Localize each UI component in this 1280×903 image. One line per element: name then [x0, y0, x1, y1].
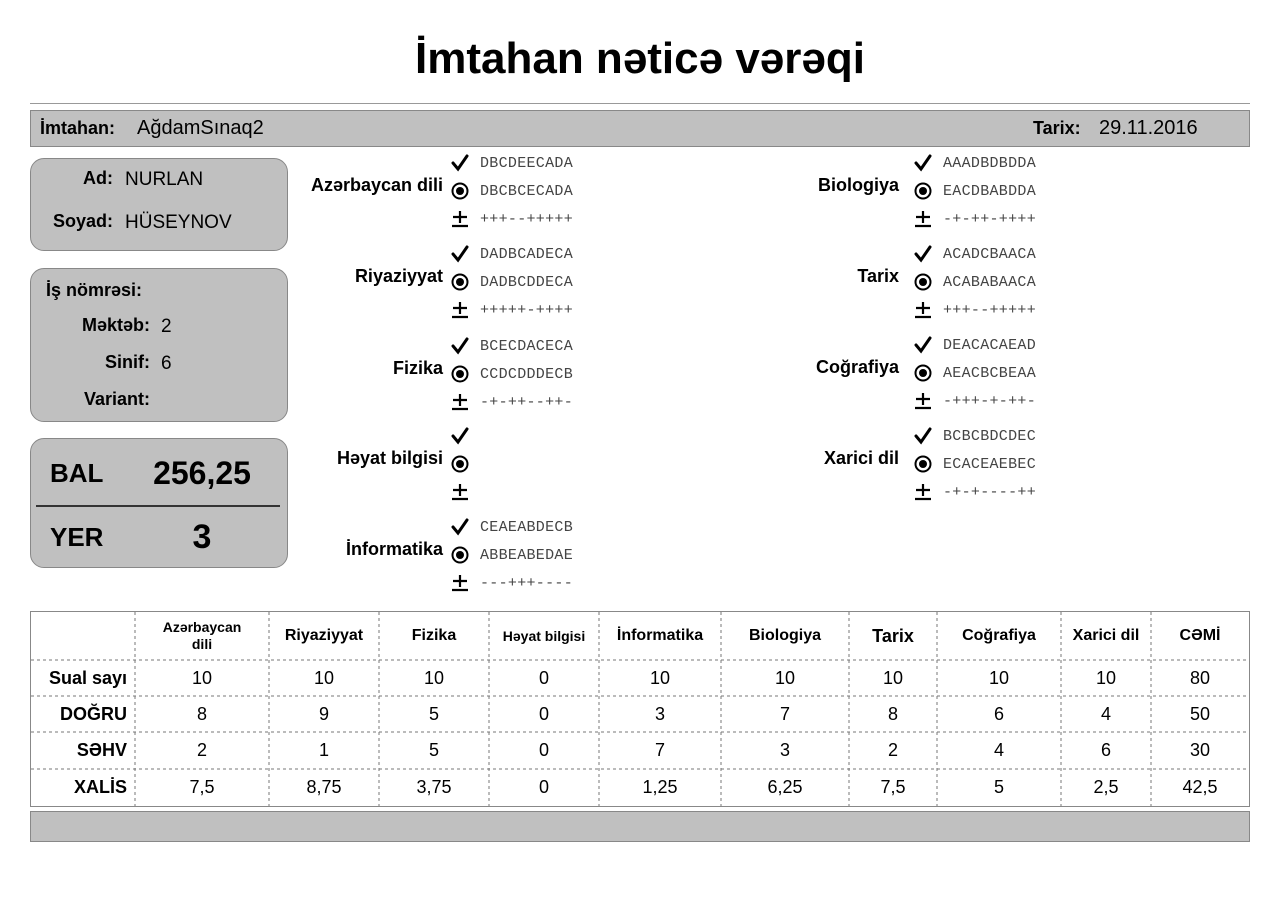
table-cell [721, 696, 849, 732]
table-cell [721, 660, 849, 696]
column-header [721, 612, 849, 660]
result-marks: +++--+++++ [943, 302, 1037, 319]
subject-name: Tarix [857, 266, 899, 286]
bal-label: BAL [50, 458, 104, 488]
table-cell-text: 1,25 [642, 777, 678, 797]
table-cell [1061, 696, 1151, 732]
row-label-text: SƏHV [76, 740, 127, 760]
column-header [849, 612, 937, 660]
score-divider [36, 505, 280, 507]
check-icon [451, 154, 469, 177]
table-cell [135, 769, 269, 806]
student-answers: EACDBABDDA [943, 183, 1037, 200]
table-cell [269, 732, 379, 769]
answer-key: DBCDEECADA [480, 155, 574, 172]
class-label: Sinif: [105, 352, 150, 372]
table-cell-text: 10 [774, 667, 796, 688]
result-marks: -+-++-++++ [943, 211, 1037, 228]
summary-table [30, 611, 1250, 807]
date-label: Tarix: [1033, 118, 1081, 138]
table-cell-text: 6,25 [767, 777, 803, 797]
table-cell-text: 5 [993, 777, 1004, 797]
table-cell-text: 7 [779, 703, 790, 724]
column-header [1151, 612, 1249, 660]
yer-label: YER [50, 522, 104, 552]
check-icon [914, 427, 932, 450]
table-cell-text: 3 [779, 740, 790, 760]
result-marks: -+++-+-++- [943, 393, 1037, 410]
table-cell [1061, 732, 1151, 769]
radio-dot-icon [451, 455, 469, 478]
table-cell-text: 10 [882, 667, 904, 688]
answer-key: ACADCBAACA [943, 246, 1037, 263]
table-cell-text: 9 [318, 703, 329, 724]
subject-name: Fizika [392, 358, 443, 378]
work-number-label: İş nömrəsi: [46, 280, 143, 300]
bal-value: 256,25 [153, 455, 251, 491]
column-header-text: Həyat bilgisi [502, 628, 586, 644]
table-cell [1151, 696, 1249, 732]
table-cell-text: 0 [538, 667, 549, 688]
table-cell [489, 660, 599, 696]
date-value: 29.11.2016 [1099, 117, 1198, 139]
table-cell-text: 4 [993, 740, 1004, 760]
plus-minus-icon [451, 210, 469, 233]
name-label: Ad: [83, 168, 113, 188]
check-icon [914, 154, 932, 177]
column-header [135, 612, 269, 660]
result-marks: -+-+----++ [943, 484, 1037, 501]
table-cell [1061, 769, 1151, 806]
table-cell [1151, 660, 1249, 696]
student-answers: ECACEAEBEC [943, 456, 1037, 473]
result-marks: +++--+++++ [480, 211, 574, 228]
column-header [379, 612, 489, 660]
table-cell-text: 3 [654, 703, 665, 724]
plus-minus-icon [451, 393, 469, 416]
student-answers: CCDCDDDECB [480, 366, 574, 383]
table-cell-text: 0 [538, 740, 549, 760]
table-cell-text: 8,75 [306, 777, 342, 797]
table-cell-text: 7,5 [880, 777, 906, 797]
table-cell [599, 660, 721, 696]
table-cell [269, 769, 379, 806]
table-cell-text: 80 [1189, 667, 1211, 688]
table-cell [937, 769, 1061, 806]
school-label: Məktəb: [81, 315, 150, 335]
column-header-text: Azərbaycan dili [162, 619, 242, 652]
table-cell [379, 769, 489, 806]
table-cell [1061, 660, 1151, 696]
table-cell-text: 10 [313, 667, 335, 688]
yer-value: 3 [192, 518, 212, 556]
radio-dot-icon [914, 182, 932, 205]
table-cell-text: 3,75 [416, 777, 452, 797]
table-cell [489, 732, 599, 769]
radio-dot-icon [914, 455, 932, 478]
exam-label: İmtahan: [40, 118, 116, 138]
table-cell [849, 660, 937, 696]
table-cell-text: 4 [1100, 703, 1111, 724]
school-value: 2 [161, 316, 172, 337]
table-cell-text: 50 [1189, 703, 1211, 724]
table-cell-text: 7,5 [189, 777, 215, 797]
table-cell [937, 732, 1061, 769]
table-cell [721, 769, 849, 806]
table-cell [269, 696, 379, 732]
plus-minus-icon [451, 301, 469, 324]
row-label-text: DOĞRU [60, 703, 127, 724]
check-icon [914, 336, 932, 359]
title-divider [30, 103, 1250, 104]
table-cell-text: 42,5 [1182, 777, 1218, 797]
table-cell-text: 5 [428, 740, 439, 760]
table-cell [269, 660, 379, 696]
radio-dot-icon [914, 273, 932, 296]
plus-minus-icon [914, 301, 932, 324]
table-cell-text: 1 [318, 740, 329, 760]
check-icon [451, 518, 469, 541]
column-header [489, 612, 599, 660]
result-marks: ---+++---- [480, 575, 574, 592]
check-icon [451, 245, 469, 268]
answer-key: BCBCBDCDEC [943, 428, 1037, 445]
table-cell [379, 696, 489, 732]
check-icon [914, 245, 932, 268]
row-label [31, 696, 135, 732]
table-cell [135, 696, 269, 732]
radio-dot-icon [914, 364, 932, 387]
plus-minus-icon [914, 392, 932, 415]
column-header [599, 612, 721, 660]
student-answers: ACABABAACA [943, 274, 1037, 291]
table-cell [849, 769, 937, 806]
plus-minus-icon [451, 483, 469, 506]
subject-name: Xarici dil [823, 448, 899, 468]
answer-key: AAADBDBDDA [943, 155, 1037, 172]
table-cell-text: 2,5 [1093, 777, 1119, 797]
student-answers: DADBCDDECA [480, 274, 574, 291]
table-cell [599, 696, 721, 732]
table-cell-text: 30 [1189, 740, 1211, 760]
radio-dot-icon [451, 182, 469, 205]
radio-dot-icon [451, 365, 469, 388]
table-cell [937, 696, 1061, 732]
table-cell [1151, 732, 1249, 769]
row-label [31, 732, 135, 769]
table-cell-text: 10 [988, 667, 1010, 688]
table-cell [849, 696, 937, 732]
plus-minus-icon [451, 574, 469, 597]
page-title: İmtahan nəticə vərəqi [415, 34, 865, 83]
table-cell [599, 732, 721, 769]
check-icon [451, 337, 469, 360]
table-cell-text: 10 [1095, 667, 1117, 688]
answer-key: DEACACAEAD [943, 337, 1037, 354]
table-cell-text: 7 [654, 740, 665, 760]
radio-dot-icon [451, 546, 469, 569]
column-header-text: Riyaziyyat [284, 627, 364, 644]
subject-name: Həyat bilgisi [336, 448, 443, 468]
column-header-text: Coğrafiya [962, 627, 1036, 644]
student-answers: AEACBCBEAA [943, 365, 1037, 382]
result-marks: -+-++--++- [480, 394, 574, 411]
plus-minus-icon [914, 483, 932, 506]
table-cell-text: 2 [196, 740, 207, 760]
subject-name: Coğrafiya [815, 357, 899, 377]
exam-value: AğdamSınaq2 [137, 117, 264, 139]
table-cell-text: 5 [428, 703, 439, 724]
table-cell [379, 660, 489, 696]
column-header-text: Biologiya [748, 627, 821, 644]
table-cell [599, 769, 721, 806]
column-header [1061, 612, 1151, 660]
table-cell [937, 660, 1061, 696]
table-cell-text: 10 [423, 667, 445, 688]
column-header-text: CƏMİ [1179, 627, 1221, 644]
table-cell [135, 660, 269, 696]
subject-name: Azərbaycan dili [310, 175, 443, 195]
table-cell-text: 8 [196, 703, 207, 724]
subject-name: Riyaziyyat [354, 266, 443, 286]
student-answers: DBCBCECADA [480, 183, 574, 200]
table-cell-text: 2 [887, 740, 898, 760]
table-cell [849, 732, 937, 769]
table-cell [721, 732, 849, 769]
answer-key: CEAEABDECB [480, 519, 574, 536]
table-cell [1151, 769, 1249, 806]
row-label [31, 769, 135, 806]
table-cell-text: 6 [1100, 740, 1111, 760]
row-label [31, 660, 135, 696]
table-cell [489, 696, 599, 732]
student-answers: ABBEABEDAE [480, 547, 574, 564]
column-header-text: Xarici dil [1072, 627, 1140, 644]
answer-key: BCECDACECA [480, 338, 574, 355]
table-cell-text: 10 [649, 667, 671, 688]
row-label-text: XALİS [73, 777, 127, 797]
name-value: NURLAN [125, 169, 204, 190]
variant-label: Variant: [83, 389, 150, 409]
surname-value: HÜSEYNOV [125, 212, 232, 233]
subject-name: İnformatika [345, 539, 443, 559]
column-header [269, 612, 379, 660]
footer-bar [30, 811, 1250, 842]
table-cell-text: 8 [887, 703, 898, 724]
class-value: 6 [161, 353, 172, 374]
column-header-text: İnformatika [616, 627, 704, 644]
row-label-text: Sual sayı [48, 667, 127, 688]
table-cell-text: 0 [538, 703, 549, 724]
column-header [937, 612, 1061, 660]
check-icon [451, 427, 469, 450]
answer-key: DADBCADECA [480, 246, 574, 263]
table-cell-text: 6 [993, 703, 1004, 724]
table-cell [135, 732, 269, 769]
result-marks: +++++-++++ [480, 302, 574, 319]
table-cell [489, 769, 599, 806]
subject-name: Biologiya [817, 175, 899, 195]
table-cell [379, 732, 489, 769]
table-cell-text: 0 [538, 777, 549, 797]
column-header-text: Tarix [872, 625, 914, 646]
radio-dot-icon [451, 273, 469, 296]
plus-minus-icon [914, 210, 932, 233]
column-header-text: Fizika [411, 627, 457, 644]
table-cell-text: 10 [191, 667, 213, 688]
surname-label: Soyad: [52, 211, 113, 231]
